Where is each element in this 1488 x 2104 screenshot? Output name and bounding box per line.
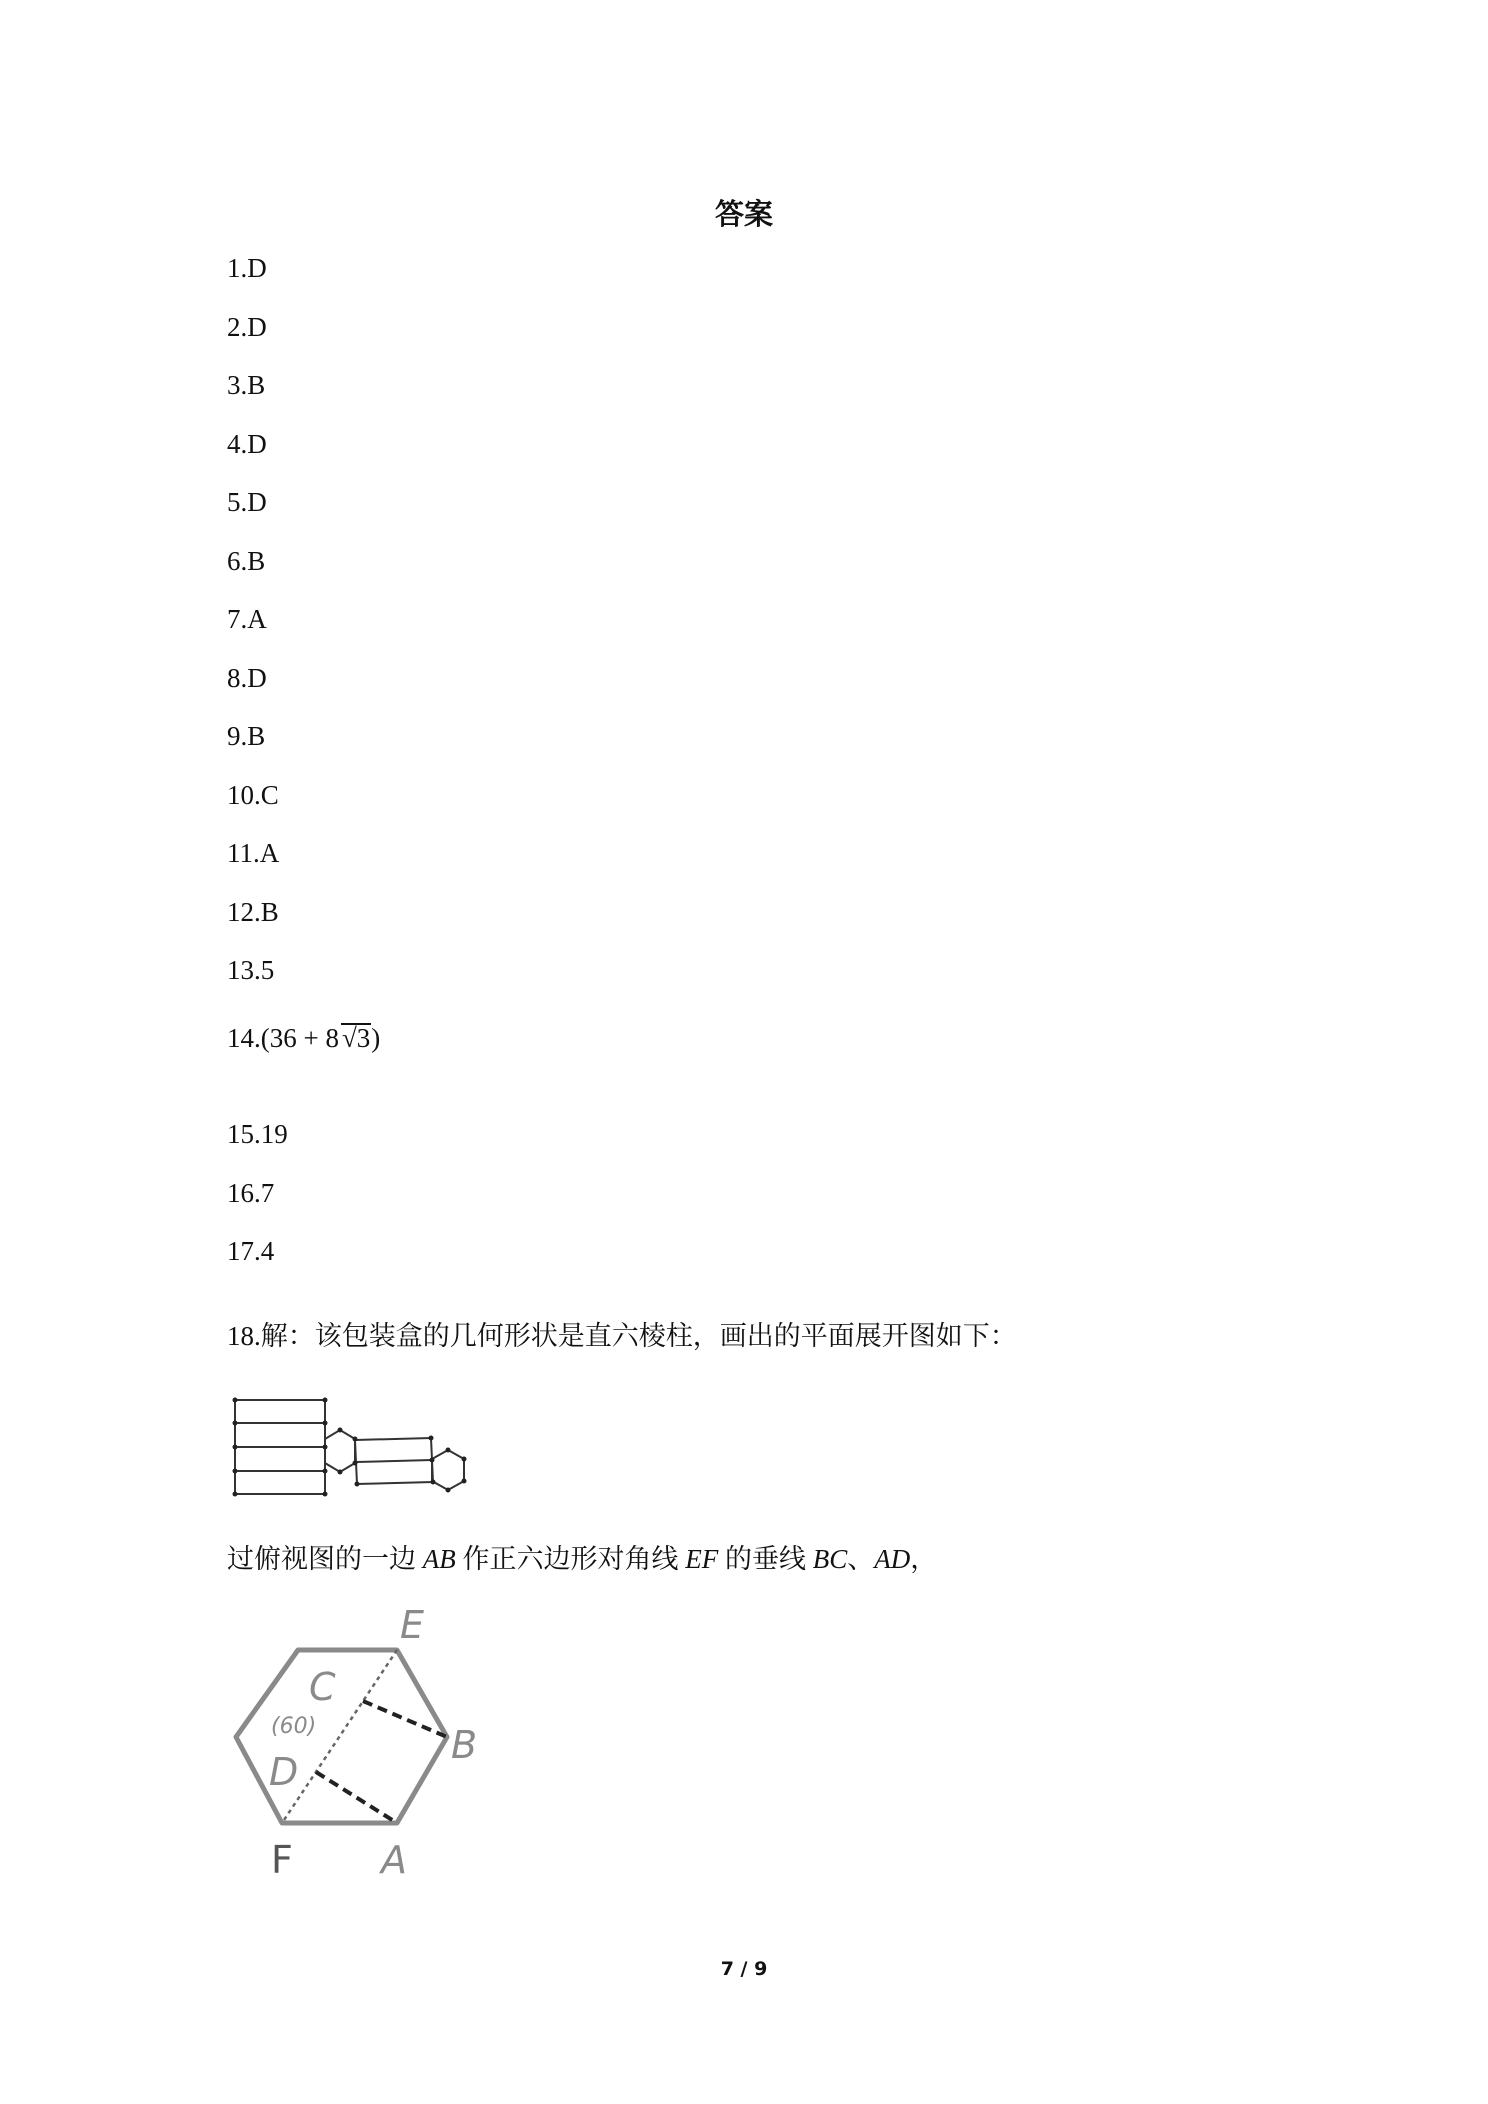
label-angle: (60) — [271, 1714, 317, 1739]
net-hexagon-left — [325, 1430, 355, 1472]
segment-ab: AB — [422, 1544, 456, 1574]
hexagon-top-view-figure — [225, 1600, 505, 1900]
answer-14: 14.(36 + 8 √3) — [227, 1023, 381, 1053]
page-title: 答案 — [714, 197, 773, 231]
segment-bc: BC — [812, 1544, 848, 1574]
net-line — [356, 1460, 432, 1462]
answer-item: 11.A — [227, 838, 280, 868]
segment-ad: AD — [874, 1544, 911, 1574]
answer-item: 8.D — [227, 662, 267, 693]
prism-net-figure — [227, 1390, 487, 1510]
net-hexagon-right — [432, 1450, 464, 1490]
sqrt-sign: √3 — [341, 1023, 371, 1053]
segment-ef: EF — [685, 1544, 719, 1574]
answer-item: 3.B — [227, 370, 266, 400]
label-c: C — [309, 1665, 336, 1709]
answer-item: 1.D — [227, 253, 267, 283]
label-b: B — [451, 1723, 478, 1767]
answer-item: 15.19 — [227, 1119, 288, 1149]
answer-item: 5.D — [227, 487, 267, 517]
answer-item: 9.B — [227, 721, 266, 751]
answer-item: 13.5 — [227, 955, 275, 985]
page-number: 7 / 9 — [720, 1958, 768, 1980]
hexagon-outline — [236, 1650, 447, 1823]
answer-item: 16.7 — [227, 1177, 275, 1208]
answer-item: 2.D — [227, 311, 267, 342]
answer-item: 12.B — [227, 896, 279, 927]
label-f: F — [271, 1838, 293, 1882]
answer-item: 17.4 — [227, 1236, 275, 1266]
answer-item: 7.A — [227, 604, 267, 634]
answer-item: 6.B — [227, 545, 266, 576]
label-d: D — [269, 1750, 299, 1794]
perpendicular-ad — [316, 1772, 397, 1823]
answer-item: 4.D — [227, 428, 267, 459]
q18-intro: 18.解：该包装盒的几何形状是直六棱柱，画出的平面展开图如下： — [227, 1321, 1017, 1351]
label-a: A — [381, 1838, 407, 1882]
answer-item: 10.C — [227, 779, 279, 810]
q18-step: 过俯视图的一边 AB 作正六边形对角线 EF 的垂线 BC、AD， — [227, 1544, 938, 1574]
label-e: E — [400, 1603, 425, 1647]
